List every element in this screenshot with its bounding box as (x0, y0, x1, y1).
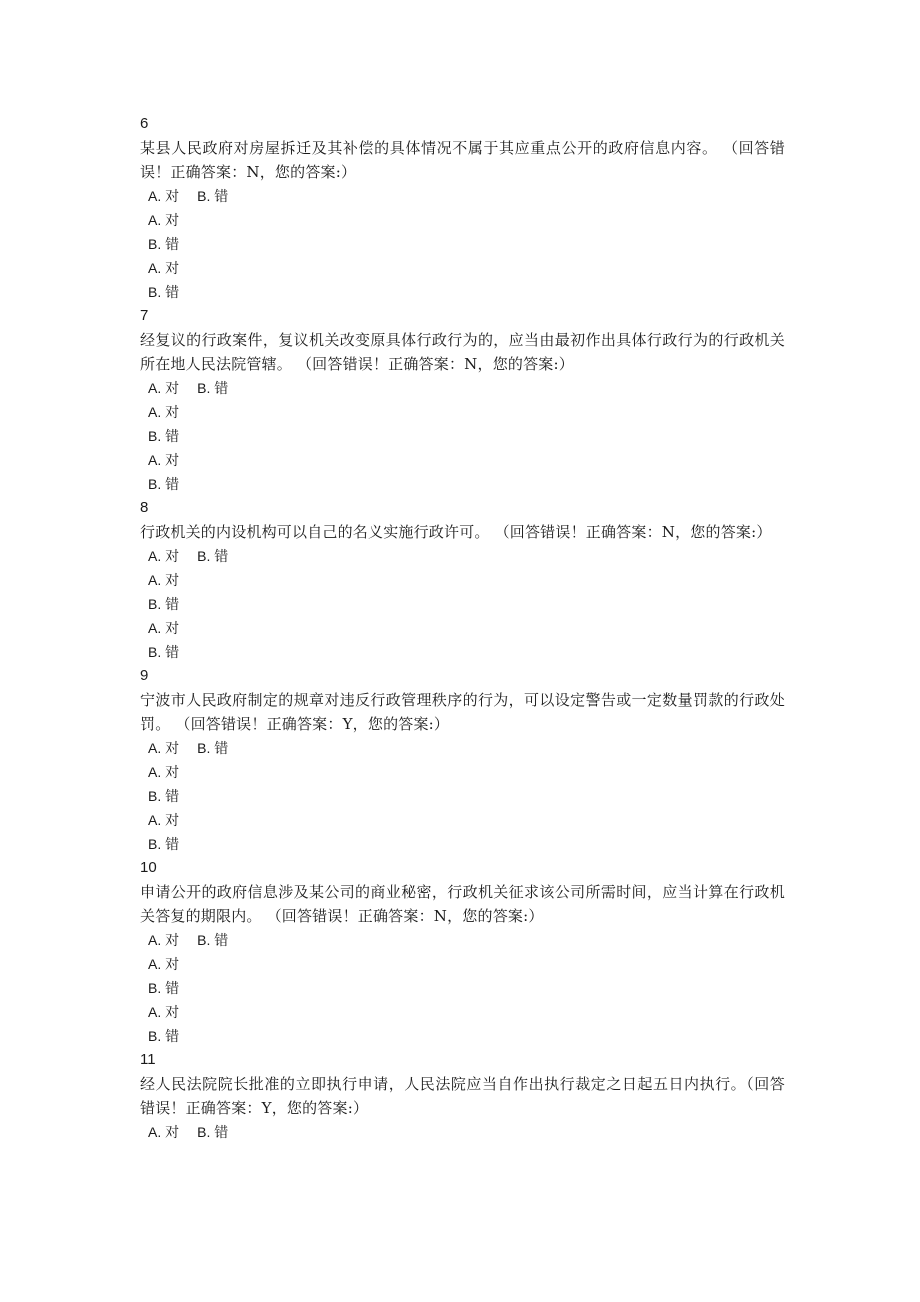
answer-option-label: A. 对 (148, 452, 180, 468)
question-block (140, 112, 785, 304)
answer-option[interactable] (140, 832, 785, 856)
answer-option[interactable] (140, 424, 785, 448)
answer-option[interactable] (140, 640, 785, 664)
answer-option[interactable] (140, 1024, 785, 1048)
answer-option[interactable] (140, 760, 785, 784)
answer-option-label: A. 对 (148, 812, 180, 828)
answer-option-label: A. 对 (148, 956, 180, 972)
option-a[interactable]: A. 对 (148, 188, 180, 204)
option-a[interactable]: A. 对 (148, 740, 180, 756)
quiz-document (140, 112, 785, 1144)
question-number: 8 (140, 499, 149, 516)
question-number: 11 (140, 1051, 156, 1068)
answer-option-label: B. 错 (148, 236, 180, 252)
question-text: 经人民法院院长批准的立即执行申请，人民法院应当自作出执行裁定之日起五日内执行。（回答错误！正确答案：Y，您的答案:） (140, 1075, 785, 1117)
answer-option-label: B. 错 (148, 284, 180, 300)
answer-option[interactable] (140, 784, 785, 808)
answer-option-label: B. 错 (148, 596, 180, 612)
answer-option-label: B. 错 (148, 644, 180, 660)
inline-options (140, 928, 785, 952)
answer-option-label: A. 对 (148, 404, 180, 420)
option-a[interactable]: A. 对 (148, 1124, 180, 1140)
answer-option[interactable] (140, 568, 785, 592)
question-text: 行政机关的内设机构可以自己的名义实施行政许可。 （回答错误！正确答案：N，您的答案:） (140, 523, 772, 541)
question-text: 宁波市人民政府制定的规章对违反行政管理秩序的行为，可以设定警告或一定数量罚款的行政处罚。 （回答错误！正确答案：Y，您的答案:） (140, 691, 785, 733)
question-number: 6 (140, 115, 149, 132)
answer-option[interactable] (140, 592, 785, 616)
question-number: 7 (140, 307, 149, 324)
question-block (140, 856, 785, 1048)
question-number: 10 (140, 859, 157, 876)
answer-option-label: B. 错 (148, 476, 180, 492)
answer-option[interactable] (140, 400, 785, 424)
question-text: 某县人民政府对房屋拆迁及其补偿的具体情况不属于其应重点公开的政府信息内容。 （回答错误！正确答案：N，您的答案:） (140, 139, 785, 181)
answer-option-label: B. 错 (148, 788, 180, 804)
question-block (140, 1048, 785, 1144)
answer-option[interactable] (140, 256, 785, 280)
inline-options (140, 376, 785, 400)
question-text: 申请公开的政府信息涉及某公司的商业秘密，行政机关征求该公司所需时间，应当计算在行政机关答复的期限内。 （回答错误！正确答案：N，您的答案:） (140, 883, 785, 925)
answer-option-label: B. 错 (148, 980, 180, 996)
answer-option[interactable] (140, 208, 785, 232)
inline-options (140, 1120, 785, 1144)
answer-option[interactable] (140, 448, 785, 472)
answer-option-label: B. 错 (148, 836, 180, 852)
option-a[interactable]: A. 对 (148, 932, 180, 948)
answer-option-label: B. 错 (148, 1028, 180, 1044)
option-b[interactable]: B. 错 (197, 188, 229, 204)
question-text: 经复议的行政案件，复议机关改变原具体行政行为的，应当由最初作出具体行政行为的行政机关所在地人民法院管辖。 （回答错误！正确答案：N，您的答案:） (140, 331, 785, 373)
question-number: 9 (140, 667, 149, 684)
question-block (140, 496, 785, 664)
option-b[interactable]: B. 错 (197, 932, 229, 948)
answer-option[interactable] (140, 808, 785, 832)
option-a[interactable]: A. 对 (148, 548, 180, 564)
option-b[interactable]: B. 错 (197, 548, 229, 564)
inline-options (140, 184, 785, 208)
answer-option-label: A. 对 (148, 1004, 180, 1020)
option-b[interactable]: B. 错 (197, 740, 229, 756)
answer-option-label: A. 对 (148, 212, 180, 228)
option-b[interactable]: B. 错 (197, 380, 229, 396)
answer-option[interactable] (140, 1000, 785, 1024)
answer-option[interactable] (140, 280, 785, 304)
answer-option-label: B. 错 (148, 428, 180, 444)
answer-option-label: A. 对 (148, 572, 180, 588)
answer-option-label: A. 对 (148, 260, 180, 276)
inline-options (140, 736, 785, 760)
question-block (140, 304, 785, 496)
question-block (140, 664, 785, 856)
option-b[interactable]: B. 错 (197, 1124, 229, 1140)
answer-option[interactable] (140, 616, 785, 640)
answer-option-label: A. 对 (148, 620, 180, 636)
answer-option[interactable] (140, 472, 785, 496)
option-a[interactable]: A. 对 (148, 380, 180, 396)
answer-option[interactable] (140, 976, 785, 1000)
answer-option[interactable] (140, 952, 785, 976)
answer-option-label: A. 对 (148, 764, 180, 780)
inline-options (140, 544, 785, 568)
answer-option[interactable] (140, 232, 785, 256)
